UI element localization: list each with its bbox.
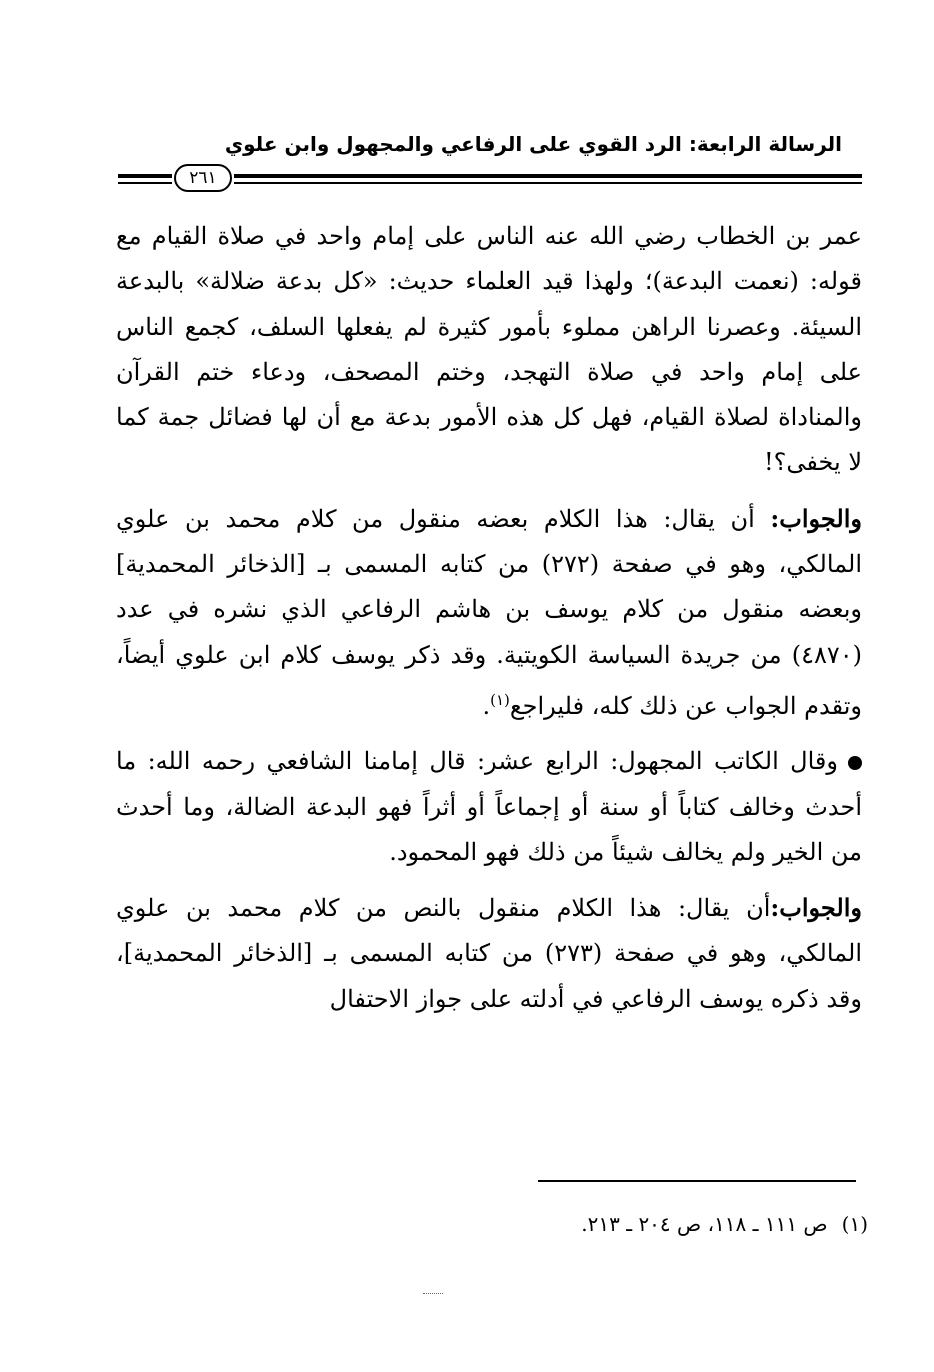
- answer-lead: والجواب:: [770, 503, 862, 533]
- paragraph-1: عمر بن الخطاب رضي الله عنه الناس على إمام واحد في صلاة القيام مع قوله: (نعمت البدعة)؛ ولهذا قيد العلماء حديث: «كل بدعة ضلالة» بالبدعة السيئة. وعصرنا الراهن مملوء بأمور كثيرة لم يفعلها السلف، كجمع الناس على إمام واحد في صلاة التهجد، وختم المصحف، ودعاء ختم القرآن والمناداة لصلاة القيام، فهل كل هذه الأمور بدعة مع أن لها فضائل جمة كما لا يخفى؟!: [116, 222, 863, 477]
- page-number: ٢٦١: [174, 164, 232, 192]
- paragraph-4: [116, 885, 862, 1022]
- paragraph-4-text: أن يقال: هذا الكلام منقول بالنص من كلام محمد بن علوي المالكي، وهو في صفحة (٢٧٣) من كتابه المسمى بـ [الذخائر المحمدية]، وقد ذكره يوسف الرفاعي في أدلته على جواز الاحتفال: [116, 894, 862, 1013]
- footnote-text: ص ١١١ ـ ١١٨، ص ٢٠٤ ـ ٢١٣.: [581, 1212, 828, 1236]
- header-rule-right: [234, 174, 862, 184]
- paragraph-2-end: .: [482, 691, 491, 720]
- paragraph-2-text: أن يقال: هذا الكلام بعضه منقول من كلام محمد بن علوي المالكي، وهو في صفحة (٢٧٢) من كتابه المسمى بـ [الذخائر المحمدية] وبعضه منقول من كلام يوسف بن هاشم الرفاعي الذي نشره في عدد (٤٨٧٠) من جريدة السياسة الكويتية. وقد ذكر يوسف كلام ابن علوي أيضاً، وتقدم الجواب عن ذلك كله، فليراجع: [116, 504, 862, 720]
- paragraph-3-text: وقال الكاتب المجهول: الرابع عشر: قال إمامنا الشافعي رحمه الله: ما أحدث وخالف كتاباً أو سنة أو إجماعاً أو أثراً فهو البدعة الضالة، وما أحدث من الخير ولم يخالف شيئاً من ذلك فهو المحمود.: [116, 747, 862, 866]
- paragraph-3: [116, 739, 862, 875]
- footnote: [268, 1208, 868, 1240]
- scan-artifact: [423, 1293, 443, 1298]
- running-title: الرسالة الرابعة: الرد القوي على الرفاعي والمجهول وابن علوي: [224, 132, 842, 156]
- answer-lead: والجواب:: [770, 893, 862, 923]
- footnote-reference: (١): [490, 690, 510, 709]
- header-rule-left: [118, 174, 172, 184]
- footnote-mark: (١): [841, 1212, 868, 1236]
- footnote-separator: [538, 1180, 856, 1182]
- header-rule: [118, 164, 862, 198]
- paragraph-2: [116, 496, 862, 729]
- bullet-icon: [848, 756, 862, 770]
- main-text: [116, 214, 862, 1032]
